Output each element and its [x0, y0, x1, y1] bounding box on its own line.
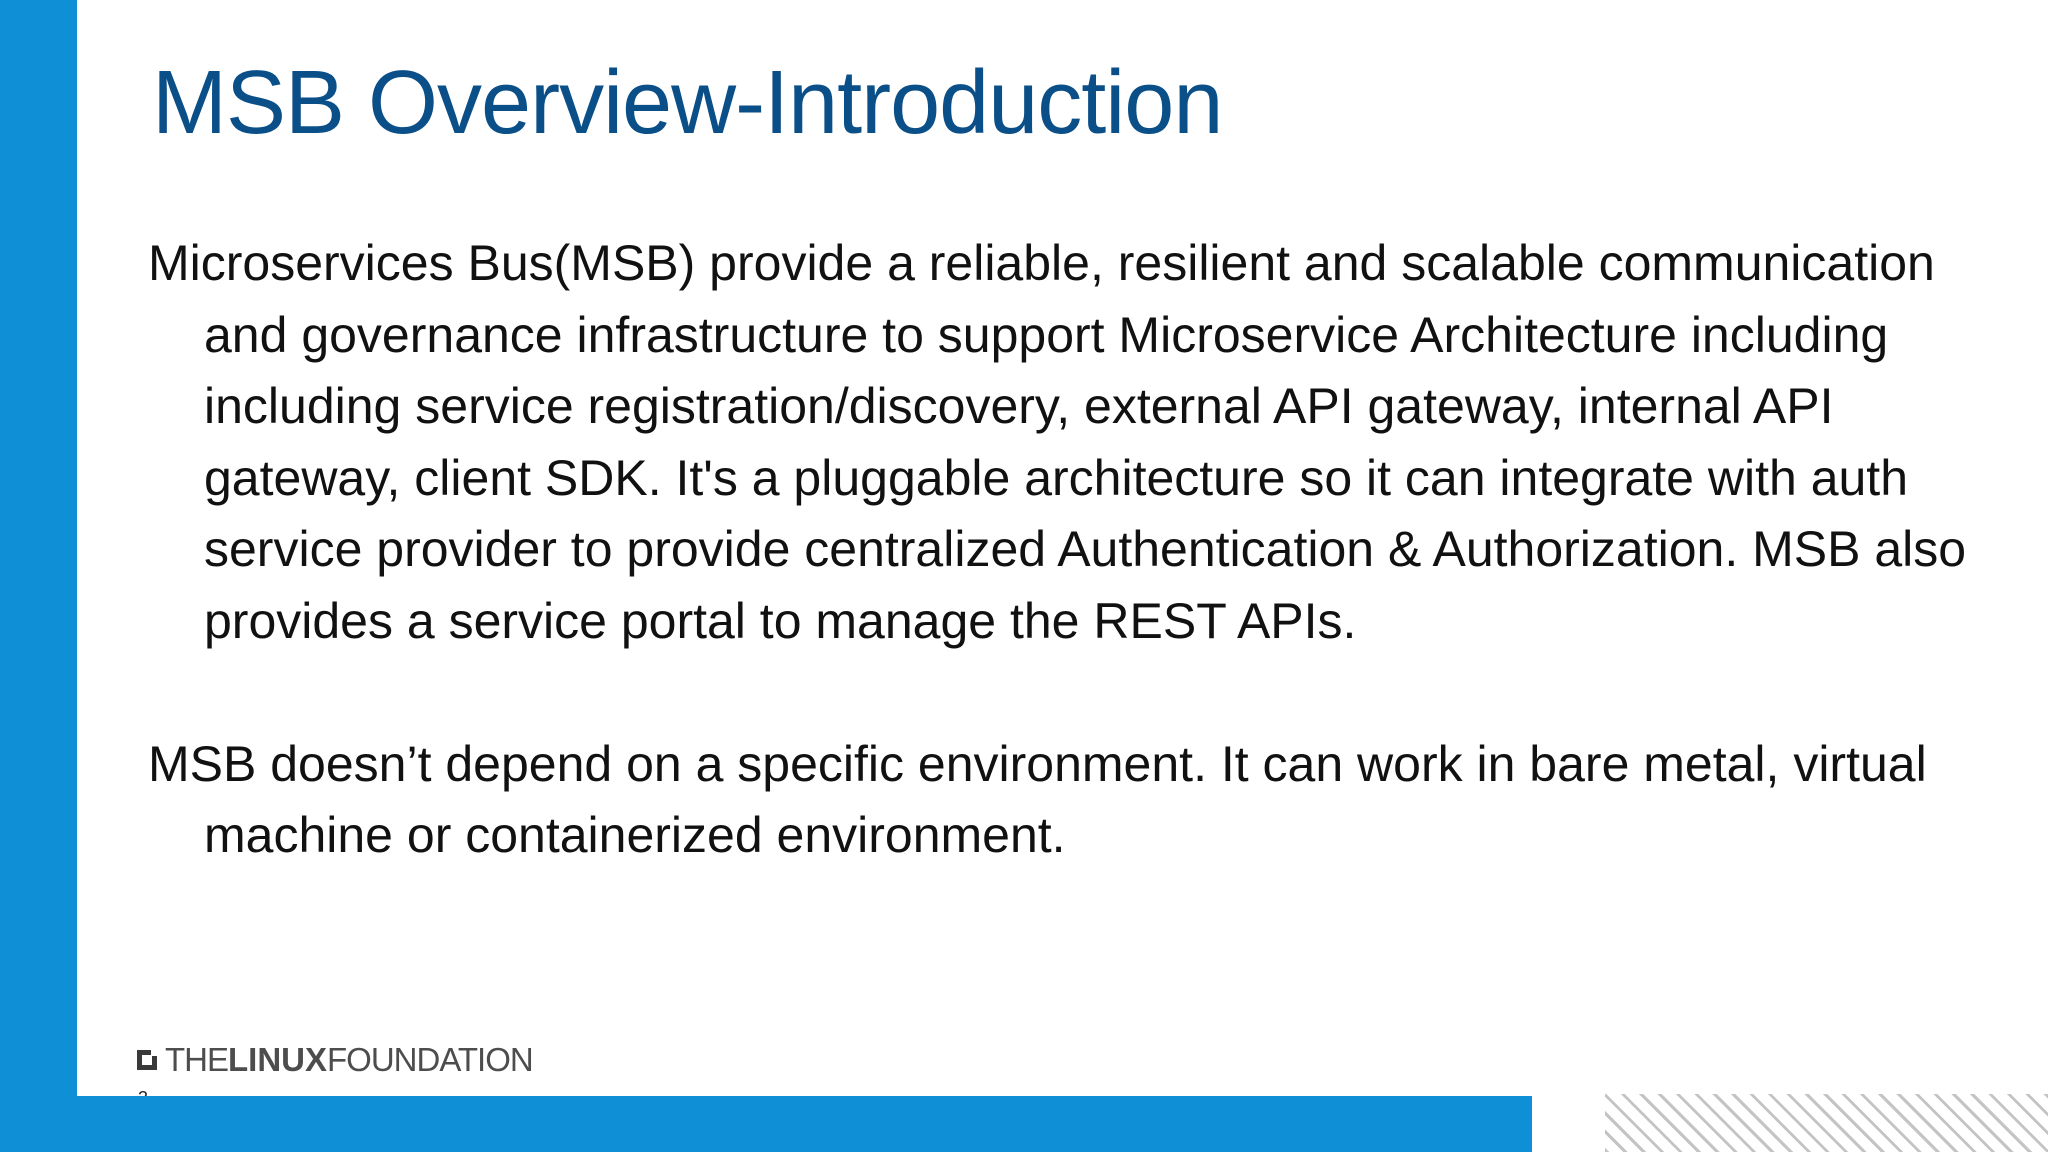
- logo-text-the: THE: [165, 1041, 228, 1078]
- left-accent-bar: [0, 0, 77, 1152]
- linux-foundation-logo-icon: [137, 1050, 157, 1070]
- hatch-pattern-decoration: [1605, 1094, 2048, 1152]
- slide-title: MSB Overview-Introduction: [152, 53, 1223, 153]
- body-paragraph-1: Microservices Bus(MSB) provide a reliable, resilient and scalable communication and governance infrastructure to support Microservice Architecture including including service registration/discovery, external API gateway, internal API gateway, client SDK. It's a pluggable architecture so it can integrate with auth service provider to provide centralized Authentication & Authorization. MSB also provides a service portal to manage the REST APIs.: [148, 235, 1967, 649]
- body-paragraph-2: MSB doesn’t depend on a specific environment. It can work in bare metal, virtual machine or containerized environment.: [148, 735, 1927, 864]
- logo-text-foundation: FOUNDATION: [327, 1041, 533, 1078]
- slide-body: [148, 228, 1968, 872]
- logo-text-linux: LINUX: [228, 1041, 327, 1078]
- linux-foundation-logo: [137, 1040, 533, 1080]
- bottom-accent-bar: [0, 1096, 1532, 1152]
